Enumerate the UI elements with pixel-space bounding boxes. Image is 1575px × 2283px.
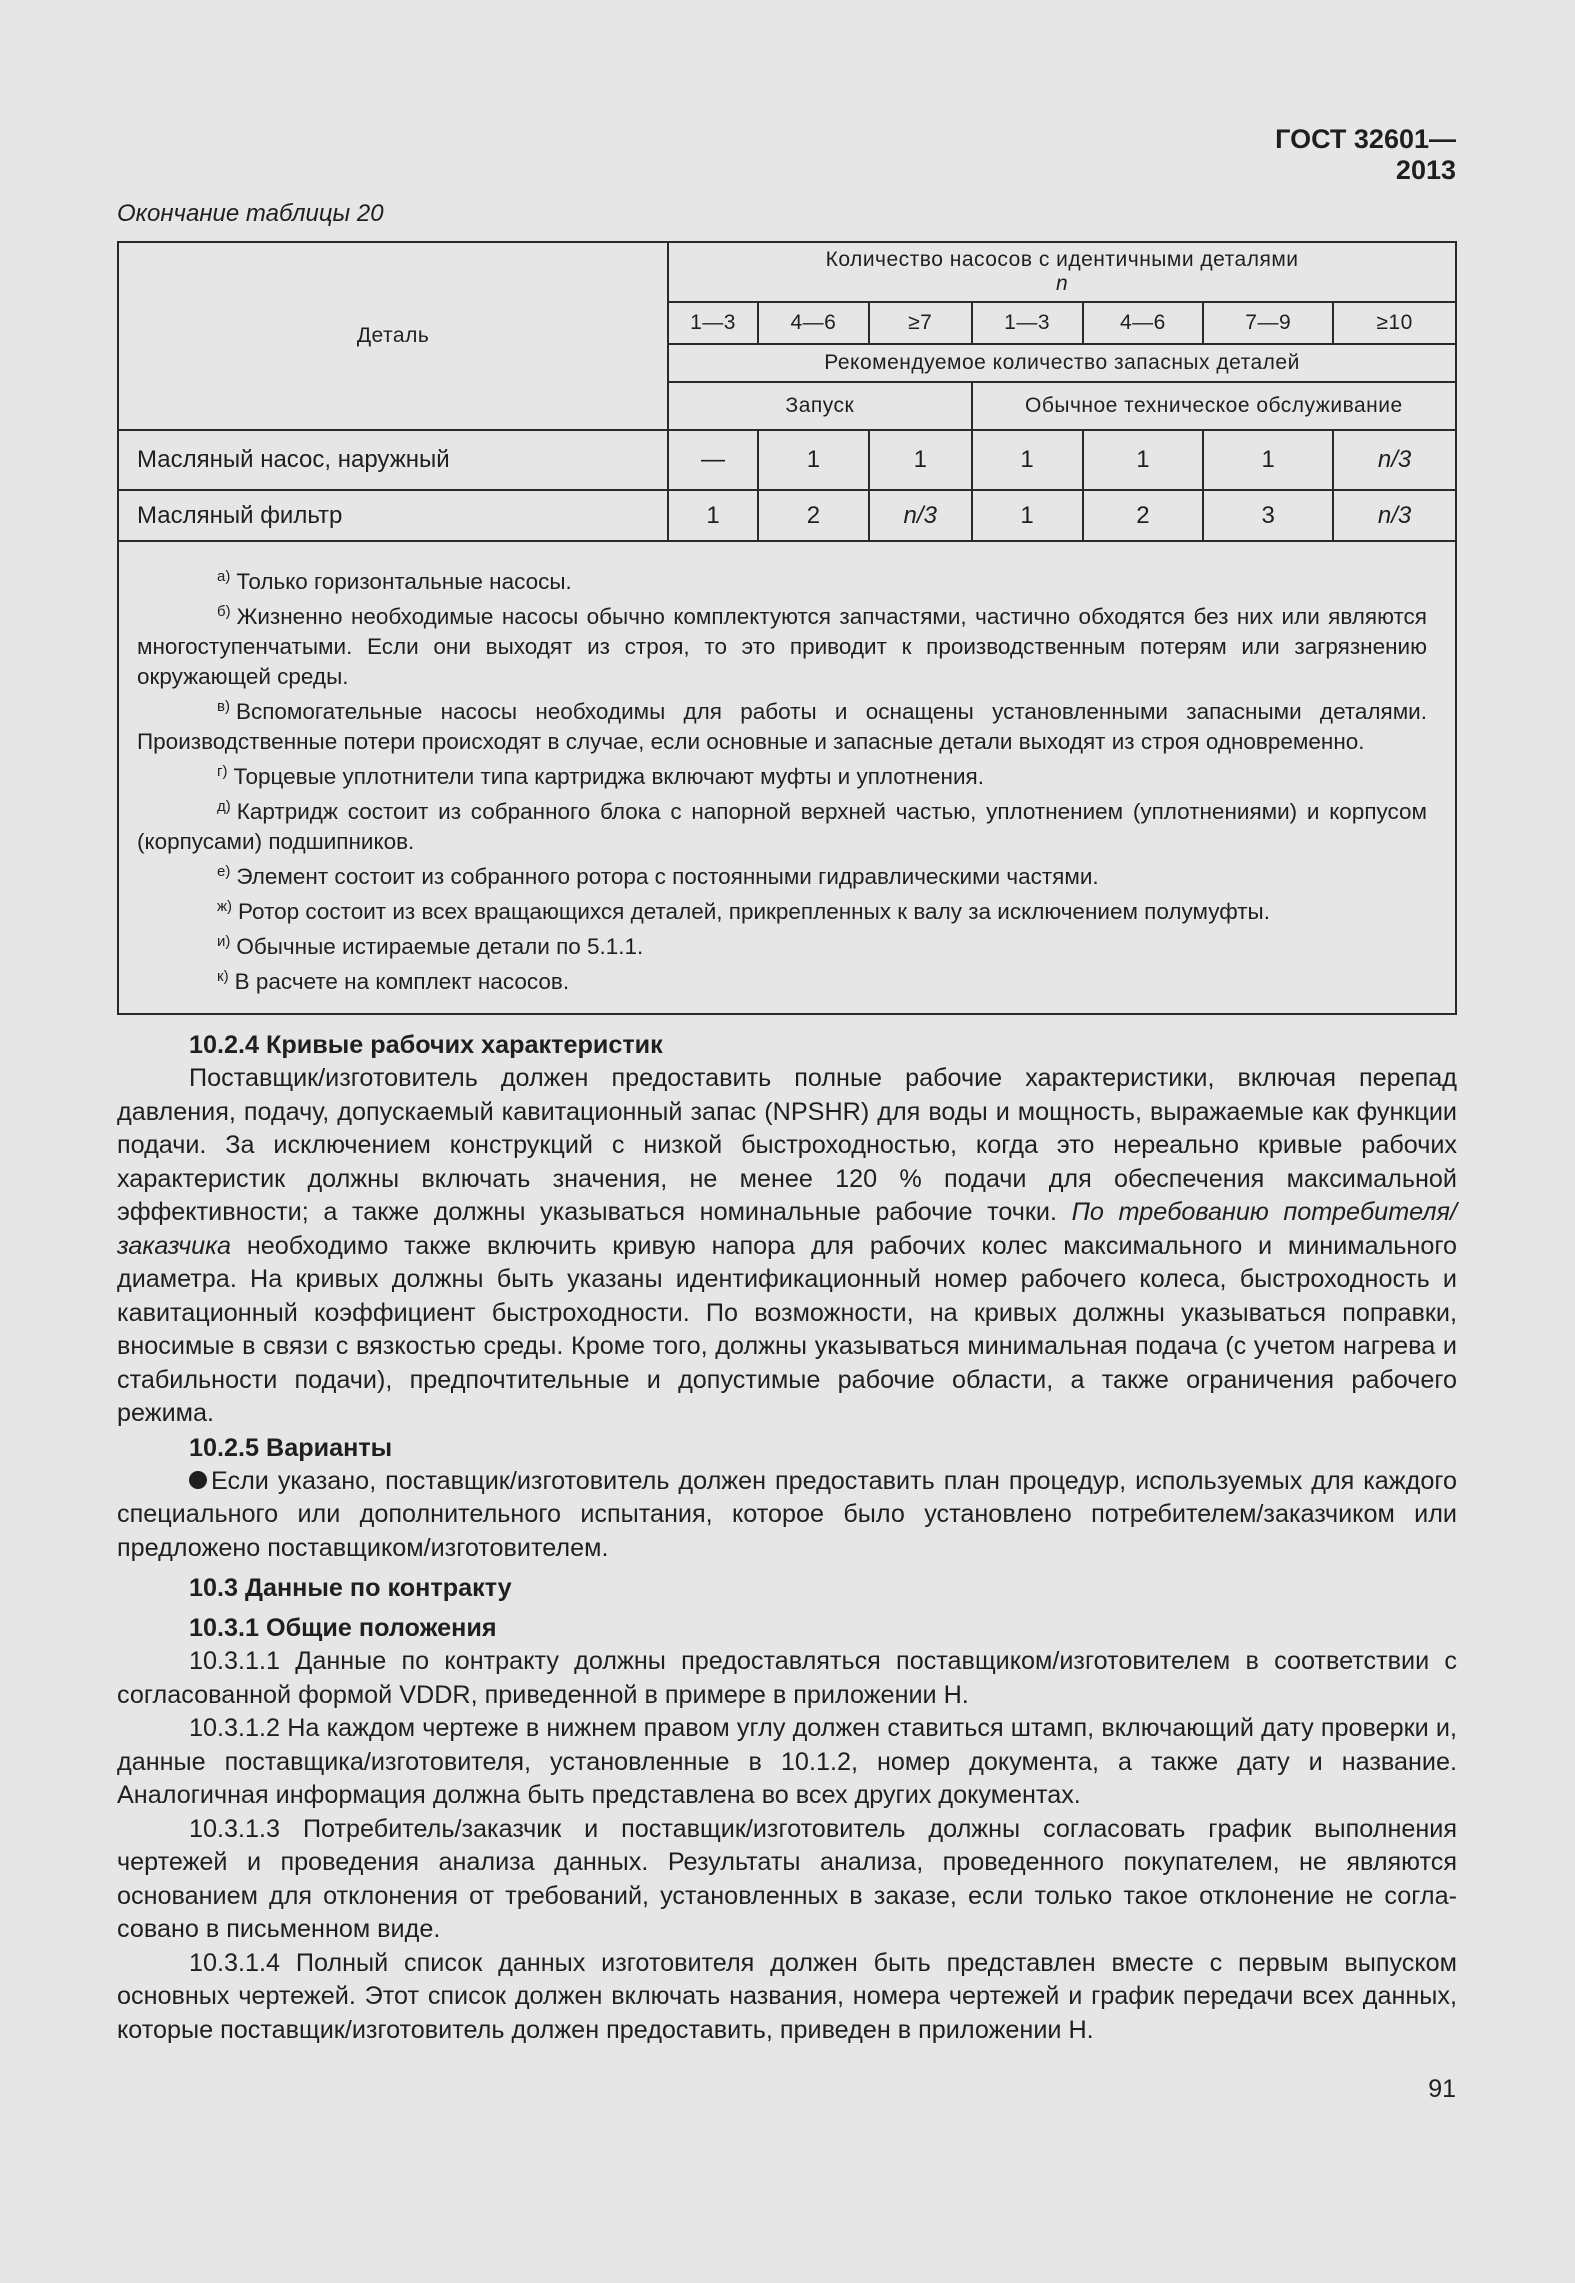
table-cell: — xyxy=(668,430,758,490)
section-heading-10-2-4: 10.2.4 Кривые рабочих характеристик xyxy=(189,1031,663,1059)
table-cell: 2 xyxy=(1083,490,1204,541)
table-cell: 2 xyxy=(758,490,869,541)
maintenance-header: Обычное техническое обслуживание xyxy=(972,382,1456,430)
table-cell: n/3 xyxy=(1333,430,1456,490)
paragraph-10-3-1-3: 10.3.1.3 Потребитель/заказчик и поставщик/изготовитель должны согласовать график выполнения чертежей и проведения анализа данных. Результаты анализа, проведенного покупателем, не являются основанием для отклонения от требований, установленных в заказе, если только такое отклонение не согласовано в письменном виде. xyxy=(117,1814,1457,1943)
range-cell: ≥7 xyxy=(869,302,972,344)
footnote: $^{в)}$ Вспомогательные насосы необходимы для работы и оснащены установленными запасными деталями. Производственные потери происходят в случае, если основные и запасные детали выходят из строя одновременно. xyxy=(137,698,1427,754)
table-caption: Окончание таблицы 20 xyxy=(117,200,384,227)
range-cell: 4—6 xyxy=(758,302,869,344)
table-row xyxy=(118,430,1456,490)
footnote: $^{г)}$ Торцевые уплотнители типа картриджа включают муфты и уплотнения. xyxy=(217,763,984,789)
footnote: $^{е)}$ Элемент состоит из собранного ротора с постоянными гидравлическими частями. xyxy=(217,863,1099,889)
range-cell: 4—6 xyxy=(1083,302,1204,344)
recommended-header: Рекомендуемое количество запасных деталей xyxy=(668,344,1456,382)
document-body xyxy=(117,1028,1457,2047)
range-cell: ≥10 xyxy=(1333,302,1456,344)
paragraph-10-2-4: Поставщик/изготовитель должен предоставить полные рабочие характеристики, включая перепад давления, подачу, допускаемый кавитационный запас (NPSHR) для воды и мощность, выражаемые как функции подачи. За исключением конструкций с низкой быстроходностью, когда это нереально кривые рабочих характеристик должны включать значения, не менее 120 % подачи для обеспечения максимальной эффективности; а также должны указываться номинальные рабочие точки. По требованию потребителя/заказчика необходимо также включить кривую напора для рабочих колес максимального и минимального диаметра. На кривых должны быть указаны идентификационный номер рабочего колеса, быстроходность и кавитационный коэффициент быстроходности. По возможности, на кривых должны указываться поправки, вносимые в связи с вязкостью среды. Кроме того, должны указываться минимальная подача (с учетом нагрева и стабильности подачи), предпочтительные и допустимые рабочие области, а также ограничения рабочего режима. xyxy=(117,1064,1457,1427)
count-header: Количество насосов с идентичными деталями n xyxy=(668,242,1456,302)
count-symbol: n xyxy=(1055,272,1069,295)
paragraph-10-3-1-4: 10.3.1.4 Полный список данных изготовителя должен быть представлен вместе с первым выпуском основных чертежей. Этот список должен включать названия, номера чертежей и график передачи всех данных, которые поставщик/изготовитель должен предоставить, приведен в приложении Н. xyxy=(117,1948,1457,2044)
table-cell: 1 xyxy=(758,430,869,490)
range-cell: 7—9 xyxy=(1203,302,1333,344)
table-row xyxy=(118,490,1456,541)
paragraph-10-2-5: Если указано, поставщик/изготовитель должен предоставить план процедур, используемых для каждого специального или дополнительного испытания, которое было установлено потребителем/заказчиком или предложено поставщиком/изготовителем. xyxy=(117,1466,1457,1562)
footnote: $^{к)}$ В расчете на комплект насосов. xyxy=(217,968,570,994)
paragraph-10-3-1-1: 10.3.1.1 Данные по контракту должны предоставляться поставщиком/изготовителем в соответствии с согласованной формой VDDR, приведенной в примере в приложении Н. xyxy=(117,1647,1457,1709)
table-cell: 1 xyxy=(869,430,972,490)
footnote: $^{а)}$ Только горизонтальные насосы. xyxy=(217,568,572,594)
table-footnotes xyxy=(118,541,1456,1014)
document-header: ГОСТ 32601—2013 xyxy=(1275,124,1456,185)
table-20 xyxy=(117,241,1457,1015)
table-cell: 1 xyxy=(1203,430,1333,490)
footnote: $^{д)}$ Картридж состоит из собранного блока с напорной верхней частью, уплотнением (уплотнениями) и корпусом (корпусами) подшипников. xyxy=(137,798,1427,854)
table-cell: 3 xyxy=(1203,490,1333,541)
table-cell: n/3 xyxy=(869,490,972,541)
detail-header: Деталь xyxy=(118,242,668,430)
table-cell: 1 xyxy=(972,490,1083,541)
range-cell: 1—3 xyxy=(668,302,758,344)
start-header: Запуск xyxy=(668,382,972,430)
row-label: Масляный насос, наружный xyxy=(118,430,668,490)
table-cell: 1 xyxy=(1083,430,1204,490)
section-heading-10-3: 10.3 Данные по контракту xyxy=(189,1574,512,1602)
table-cell: 1 xyxy=(972,430,1083,490)
row-label: Масляный фильтр xyxy=(118,490,668,541)
section-heading-10-2-5: 10.2.5 Варианты xyxy=(189,1433,393,1462)
table-cell: 1 xyxy=(668,490,758,541)
bullet-dot-icon xyxy=(189,1471,207,1489)
range-cell: 1—3 xyxy=(972,302,1083,344)
footnote: $^{б)}$ Жизненно необходимые насосы обычно комплектуются запчастями, частично обходятся без них или являются многоступенчатыми. Если они выходят из строя, то это приводит к производственным потерям или загрязнению окружающей среды. xyxy=(137,603,1427,689)
footnote: $^{ж)}$ Ротор состоит из всех вращающихся деталей, прикрепленных к валу за исключением полумуфты. xyxy=(217,898,1270,924)
page-number: 91 xyxy=(1428,2075,1456,2103)
section-heading-10-3-1: 10.3.1 Общие положения xyxy=(189,1614,497,1642)
paragraph-10-3-1-2: 10.3.1.2 На каждом чертеже в нижнем правом углу должен ставиться штамп, включающий дату проверки и, данные поставщика/изготовителя, установленные в 10.1.2, номер документа, а также дату и название. Аналогичная информация должна быть представлена во всех других документах. xyxy=(117,1714,1457,1809)
footnote: $^{и)}$ Обычные истираемые детали по 5.1.1. xyxy=(217,933,644,959)
table-cell: n/3 xyxy=(1333,490,1456,541)
